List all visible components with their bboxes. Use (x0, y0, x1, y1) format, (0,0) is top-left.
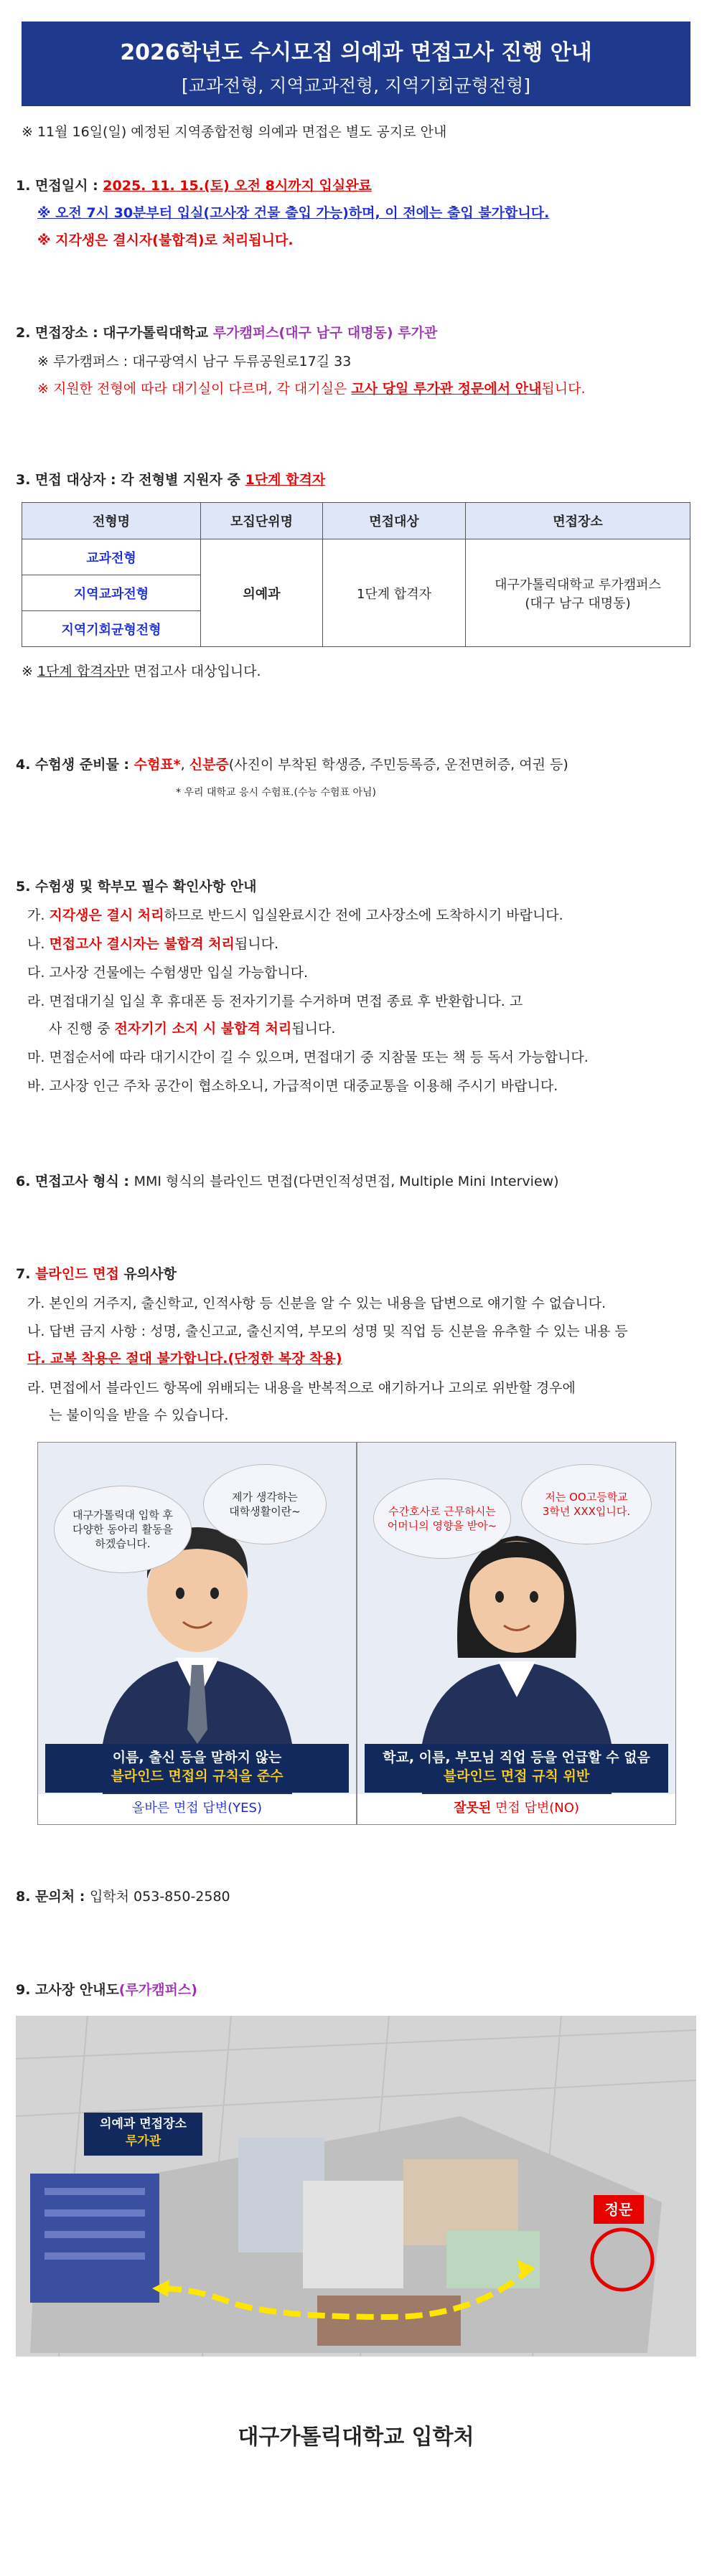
page-header (22, 22, 690, 106)
s2-note: ※ 지원한 전형에 따라 대기실이 다르며, 각 대기실은 고사 당일 루가관 정문에서 안내됩니다. (37, 381, 586, 397)
left-caption: 이름, 출신 등을 말하지 않는 블라인드 면접의 규칙을 준수 (45, 1744, 349, 1793)
campus-map (16, 2016, 696, 2356)
right-speech-bubble-2: 저는 OO고등학교 3학년 XXX입니다. (521, 1464, 652, 1544)
s3-value: 1단계 합격자 (245, 472, 326, 488)
s9-label: 9. 고사장 안내도 (16, 1982, 119, 1998)
right-caption: 학교, 이름, 부모님 직업 등을 언급할 수 없음 블라인드 면접 규칙 위반 (365, 1744, 668, 1793)
applicant-table (22, 502, 690, 647)
s2-label: 2. 면접장소 : 대구가톨릭대학교 (16, 325, 213, 341)
section-8 (16, 1887, 230, 1907)
s4-rest: (사진이 부착된 학생증, 주민등록증, 운전면허증, 여권 등) (228, 757, 568, 773)
s7-item-ga: 가. 본인의 거주지, 출신학교, 인적사항 등 신분을 알 수 있는 내용을 답변으로 얘기할 수 없습니다. (27, 1296, 606, 1311)
s4-item2: 신분증 (189, 757, 229, 773)
table-header-row (22, 503, 690, 539)
s4-note: * 우리 대학교 응시 수험표.(수능 수험표 아님) (176, 787, 376, 798)
table-cell-target: 1단계 합격자 (323, 539, 466, 647)
page-subtitle: [교과전형, 지역교과전형, 지역기회균형전형] (182, 75, 530, 96)
s6-value: MMI 형식의 블라인드 면접(다면인적성면접, Multiple Mini Interview) (134, 1174, 559, 1189)
notice: ※ 11월 16일(일) 예정된 지역종합전형 의예과 면접은 별도 공지로 안내 (22, 124, 447, 140)
s1-note1: ※ 오전 7시 30분부터 입실(고사장 건물 출입 가능)하며, 이 전에는 출입 불가합니다. (37, 205, 550, 221)
section-7-title: 7. 블라인드 면접 유의사항 (16, 1266, 177, 1282)
s7-item-da: 다. 교복 착용은 절대 불가합니다.(단정한 복장 착용) (27, 1351, 342, 1367)
left-speech-bubble-1: 대구가톨릭대 입학 후 다양한 동아리 활동을 하겠습니다. (54, 1486, 192, 1573)
table-cell: 교과전형 (22, 539, 201, 575)
s7-item-ra-1: 라. 면접에서 블라인드 항목에 위배되는 내용을 반복적으로 얘기하거나 고의로 위반할 경우에 (27, 1380, 576, 1396)
s1-value: 2025. 11. 15.(토) 오전 8시까지 입실완료 (103, 178, 372, 194)
s7-item-na: 나. 답변 금지 사항 : 성명, 출신고교, 출신지역, 부모의 성명 및 직업 등 신분을 유추할 수 있는 내용 등 (27, 1324, 628, 1339)
main-gate-label: 정문 (594, 2195, 644, 2224)
table-cell: 지역기회균형전형 (22, 611, 201, 647)
table-cell-unit: 의예과 (201, 539, 323, 647)
s6-label: 6. 면접고사 형식 : (16, 1174, 134, 1189)
s4-label: 4. 수험생 준비물 : (16, 757, 134, 773)
left-label: 올바른 면접 답변(YES) (132, 1801, 262, 1816)
section-1 (16, 176, 372, 196)
left-speech-bubble-2: 제가 생각하는 대학생활이란~ (203, 1464, 327, 1544)
s5-item-ba: 바. 고사장 인근 주차 공간이 협소하오니, 가급적이면 대중교통을 이용해 주시기 바랍니다. (27, 1078, 558, 1094)
footer-org: 대구가톨릭대학교 입학처 (238, 2425, 474, 2450)
s3-note: ※ 1단계 합격자만 면접고사 대상입니다. (22, 664, 261, 679)
right-label: 잘못된 면접 답변(NO) (454, 1801, 579, 1816)
section-5-title: 5. 수험생 및 학부모 필수 확인사항 안내 (16, 879, 257, 895)
page-title: 2026학년도 수시모집 의예과 면접고사 진행 안내 (120, 40, 592, 65)
table-row (22, 539, 690, 575)
s5-item-da: 다. 고사장 건물에는 수험생만 입실 가능합니다. (27, 965, 309, 981)
s8-value: 입학처 053-850-2580 (89, 1889, 230, 1905)
s8-label: 8. 문의처 : (16, 1889, 90, 1905)
map-callout: 의예과 면접장소 루가관 (84, 2113, 202, 2156)
table-header: 면접대상 (323, 503, 466, 539)
section-3 (16, 470, 325, 490)
left-panel (38, 1443, 356, 1794)
campus-map-illustration-icon (16, 2016, 696, 2356)
blind-interview-illustration (37, 1442, 676, 1825)
s1-label: 1. 면접일시 : (16, 178, 103, 194)
s9-value: (루가캠퍼스) (118, 1982, 197, 1998)
right-speech-bubble-1: 수간호사로 근무하시는 어머니의 영향을 받아~ (373, 1478, 511, 1559)
s4-item1: 수험표* (134, 757, 181, 773)
s5-item-ma: 마. 면접순서에 따라 대기시간이 길 수 있으며, 면접대기 중 지참물 또는 책 등 독서 가능합니다. (27, 1049, 589, 1065)
section-2 (16, 323, 437, 343)
right-panel (357, 1443, 675, 1794)
s5-item-ra-1: 라. 면접대기실 입실 후 휴대폰 등 전자기기를 수거하며 면접 종료 후 반환합니다. 고 (27, 994, 523, 1009)
s3-label: 3. 면접 대상자 : 각 전형별 지원자 중 (16, 472, 245, 488)
s1-note2: ※ 지각생은 결시자(불합격)로 처리됩니다. (37, 232, 294, 248)
section-6 (16, 1171, 559, 1192)
s7-item-ra-2: 는 불이익을 받을 수 있습니다. (49, 1407, 229, 1423)
section-9 (16, 1980, 197, 2000)
table-header: 모집단위명 (201, 503, 323, 539)
table-cell: 지역교과전형 (22, 575, 201, 611)
table-header: 전형명 (22, 503, 201, 539)
s2-address: ※ 루가캠퍼스 : 대구광역시 남구 두류공원로17길 33 (37, 354, 352, 369)
table-cell-place: 대구가톨릭대학교 루가캠퍼스 (대구 남구 대명동) (466, 539, 690, 647)
s5-item-ra-2: 사 진행 중 전자기기 소지 시 불합격 처리됩니다. (49, 1021, 336, 1037)
s5-item-ga: 가. 지각생은 결시 처리하므로 반드시 입실완료시간 전에 고사장소에 도착하시기 바랍니다. (27, 907, 563, 923)
s2-value: 루가캠퍼스(대구 남구 대명동) 루가관 (212, 325, 438, 341)
section-4: 4. 수험생 준비물 : 수험표*, 신분증(사진이 부착된 학생증, 주민등록증, 운전면허증, 여권 등) (16, 757, 568, 773)
table-header: 면접장소 (466, 503, 690, 539)
s5-item-na: 나. 면접고사 결시자는 불합격 처리됩니다. (27, 936, 278, 952)
